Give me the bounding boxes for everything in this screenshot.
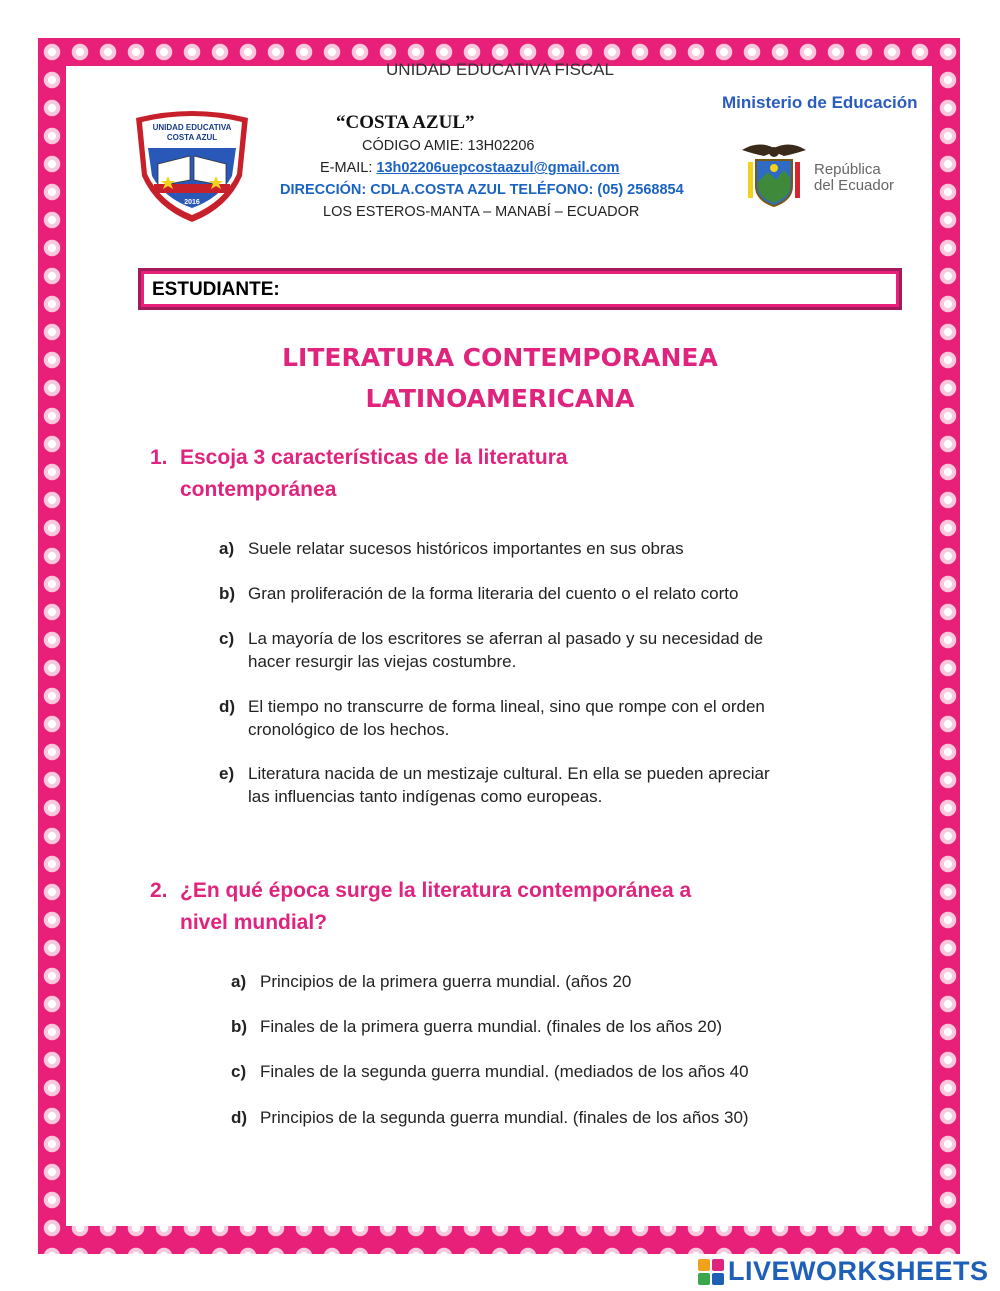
- question-1-line2: contemporánea: [180, 478, 337, 501]
- option-text-line2: las influencias tanto indígenas como europeas.: [248, 787, 603, 806]
- liveworksheets-logo-icon: [698, 1259, 724, 1285]
- email-link[interactable]: 13h02206uepcostaazul@gmail.com: [376, 160, 620, 176]
- q1-option-a[interactable]: [219, 537, 684, 560]
- option-letter: c): [231, 1062, 247, 1081]
- option-text: Principios de la primera guerra mundial. (años 20: [260, 972, 632, 991]
- question-2-line1: ¿En qué época surge la literatura contemporánea a: [180, 879, 692, 902]
- direccion-line: DIRECCIÓN: CDLA.COSTA AZUL TELÉFONO: (05) 2568854: [280, 182, 684, 198]
- student-name-box[interactable]: [138, 268, 902, 310]
- option-text: Literatura nacida de un mestizaje cultural. En ella se pueden apreciar: [248, 764, 770, 783]
- republica-line1: República: [814, 161, 881, 178]
- question-1-text: [180, 442, 568, 506]
- option-text: Finales de la primera guerra mundial. (finales de los años 20): [260, 1017, 723, 1036]
- republica-line2: del Ecuador: [814, 177, 895, 194]
- option-letter: d): [219, 697, 236, 716]
- q1-option-b[interactable]: [219, 582, 739, 605]
- codigo-amie: CÓDIGO AMIE: 13H02206: [362, 138, 535, 154]
- option-text: Suele relatar sucesos históricos importantes en sus obras: [248, 539, 684, 558]
- q1-option-d[interactable]: [219, 695, 765, 741]
- logo-text-top: UNIDAD EDUCATIVA: [152, 123, 232, 132]
- location-line: LOS ESTEROS-MANTA – MANABÍ – ECUADOR: [323, 204, 640, 220]
- option-text: La mayoría de los escritores se aferran al pasado y su necesidad de: [248, 629, 764, 648]
- option-letter: e): [219, 764, 235, 783]
- email-label: E-MAIL:: [320, 160, 377, 176]
- logo-text-mid: COSTA AZUL: [166, 133, 218, 142]
- liveworksheets-text: LIVEWORKSHEETS: [728, 1256, 989, 1286]
- q2-option-a[interactable]: [231, 970, 632, 993]
- header-top-line: UNIDAD EDUCATIVA FISCAL: [386, 60, 614, 79]
- liveworksheets-watermark: [698, 1256, 989, 1287]
- option-letter: d): [231, 1108, 248, 1127]
- option-text: El tiempo no transcurre de forma lineal, sino que rompe con el orden: [248, 697, 765, 716]
- republica-label: [814, 162, 894, 194]
- school-name: “COSTA AZUL”: [336, 112, 475, 133]
- ministerio-title: Ministerio de Educación: [722, 93, 918, 112]
- option-text-line2: hacer resurgir las viejas costumbre.: [248, 652, 517, 671]
- option-text: Gran proliferación de la forma literaria del cuento o el relato corto: [248, 584, 739, 603]
- q2-option-c[interactable]: [231, 1060, 749, 1083]
- question-1-number: 1.: [150, 446, 168, 469]
- option-letter: b): [231, 1017, 248, 1036]
- q1-option-e[interactable]: [219, 762, 770, 808]
- page-title-line2: LATINOAMERICANA: [365, 384, 635, 413]
- question-2-line2: nivel mundial?: [180, 911, 328, 934]
- q2-option-b[interactable]: [231, 1015, 723, 1038]
- question-2-text: [180, 875, 691, 939]
- option-text: Principios de la segunda guerra mundial. (finales de los años 30): [260, 1108, 749, 1127]
- q2-option-d[interactable]: [231, 1106, 749, 1129]
- option-letter: a): [231, 972, 247, 991]
- question-1-line1: Escoja 3 características de la literatura: [180, 446, 568, 469]
- student-label: ESTUDIANTE:: [144, 274, 896, 304]
- option-text: Finales de la segunda guerra mundial. (mediados de los años 40: [260, 1062, 749, 1081]
- page-title-line1: LITERATURA CONTEMPORANEA: [282, 343, 718, 372]
- option-letter: a): [219, 539, 235, 558]
- logo-text-year: 2016: [184, 199, 200, 206]
- option-letter: c): [219, 629, 235, 648]
- ecuador-crest-icon: [738, 136, 810, 208]
- school-logo: [128, 106, 256, 224]
- question-2-number: 2.: [150, 879, 168, 902]
- option-text-line2: cronológico de los hechos.: [248, 720, 450, 739]
- q1-option-c[interactable]: [219, 627, 764, 673]
- option-letter: b): [219, 584, 236, 603]
- email-line: [320, 160, 619, 176]
